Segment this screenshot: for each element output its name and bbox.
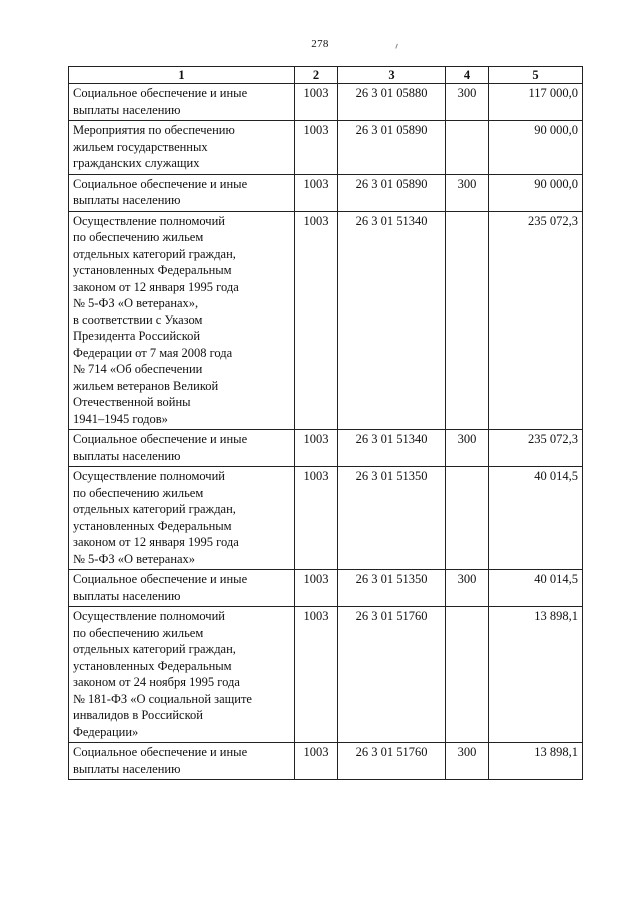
row-amount: 90 000,0 xyxy=(489,174,583,211)
table-row xyxy=(69,430,583,467)
table-row xyxy=(69,84,583,121)
row-section: 1003 xyxy=(295,84,338,121)
table-row xyxy=(69,607,583,743)
page-number: 278 xyxy=(311,38,329,50)
table-row xyxy=(69,121,583,175)
row-name: Социальное обеспечение и иные выплаты населению xyxy=(69,84,295,121)
row-section: 1003 xyxy=(295,430,338,467)
row-section: 1003 xyxy=(295,121,338,175)
header-col-5: 5 xyxy=(489,67,583,84)
row-type: 300 xyxy=(446,174,489,211)
row-code: 26 3 01 05890 xyxy=(338,121,446,175)
row-amount: 40 014,5 xyxy=(489,467,583,570)
row-section: 1003 xyxy=(295,211,338,430)
row-name: Мероприятия по обеспечению жильем государственных гражданских служащих xyxy=(69,121,295,175)
row-type: 300 xyxy=(446,84,489,121)
row-code: 26 3 01 51350 xyxy=(338,467,446,570)
budget-table xyxy=(68,66,583,780)
row-name: Социальное обеспечение и иные выплаты населению xyxy=(69,174,295,211)
row-amount: 235 072,3 xyxy=(489,211,583,430)
row-name: Осуществление полномочий по обеспечению жильем отдельных категорий граждан, установленных Федеральным законом от 24 ноября 1995 года № 181-ФЗ «О социальной защите инвалидов в Российской Федерации» xyxy=(69,607,295,743)
row-amount: 235 072,3 xyxy=(489,430,583,467)
row-section: 1003 xyxy=(295,467,338,570)
table-row xyxy=(69,570,583,607)
header-col-4: 4 xyxy=(446,67,489,84)
row-amount: 13 898,1 xyxy=(489,607,583,743)
row-type xyxy=(446,607,489,743)
row-type xyxy=(446,121,489,175)
row-code: 26 3 01 51760 xyxy=(338,743,446,780)
row-amount: 117 000,0 xyxy=(489,84,583,121)
row-code: 26 3 01 51340 xyxy=(338,211,446,430)
row-section: 1003 xyxy=(295,743,338,780)
row-type: 300 xyxy=(446,743,489,780)
row-code: 26 3 01 05890 xyxy=(338,174,446,211)
row-amount: 90 000,0 xyxy=(489,121,583,175)
row-code: 26 3 01 05880 xyxy=(338,84,446,121)
row-section: 1003 xyxy=(295,607,338,743)
header-col-2: 2 xyxy=(295,67,338,84)
row-code: 26 3 01 51350 xyxy=(338,570,446,607)
row-amount: 13 898,1 xyxy=(489,743,583,780)
row-section: 1003 xyxy=(295,570,338,607)
table-row xyxy=(69,743,583,780)
table-row xyxy=(69,467,583,570)
header-col-1: 1 xyxy=(69,67,295,84)
header-col-3: 3 xyxy=(338,67,446,84)
row-code: 26 3 01 51760 xyxy=(338,607,446,743)
row-name: Социальное обеспечение и иные выплаты населению xyxy=(69,570,295,607)
row-type: 300 xyxy=(446,430,489,467)
header-row xyxy=(69,67,583,84)
row-name: Осуществление полномочий по обеспечению жильем отдельных категорий граждан, установленных Федеральным законом от 12 января 1995 года № 5-ФЗ «О ветеранах» xyxy=(69,467,295,570)
table-row xyxy=(69,211,583,430)
row-name: Социальное обеспечение и иные выплаты населению xyxy=(69,743,295,780)
row-type: 300 xyxy=(446,570,489,607)
row-type xyxy=(446,211,489,430)
row-code: 26 3 01 51340 xyxy=(338,430,446,467)
row-type xyxy=(446,467,489,570)
row-name: Социальное обеспечение и иные выплаты населению xyxy=(69,430,295,467)
row-amount: 40 014,5 xyxy=(489,570,583,607)
table-row xyxy=(69,174,583,211)
row-name: Осуществление полномочий по обеспечению жильем отдельных категорий граждан, установленных Федеральным законом от 12 января 1995 года № 5-ФЗ «О ветеранах», в соответствии с Указом Президента Российской Федерации от 7 мая 2008 года № 714 «Об обеспечении жильем ветеранов Великой Отечественной войны 1941–1945 годов» xyxy=(69,211,295,430)
row-section: 1003 xyxy=(295,174,338,211)
